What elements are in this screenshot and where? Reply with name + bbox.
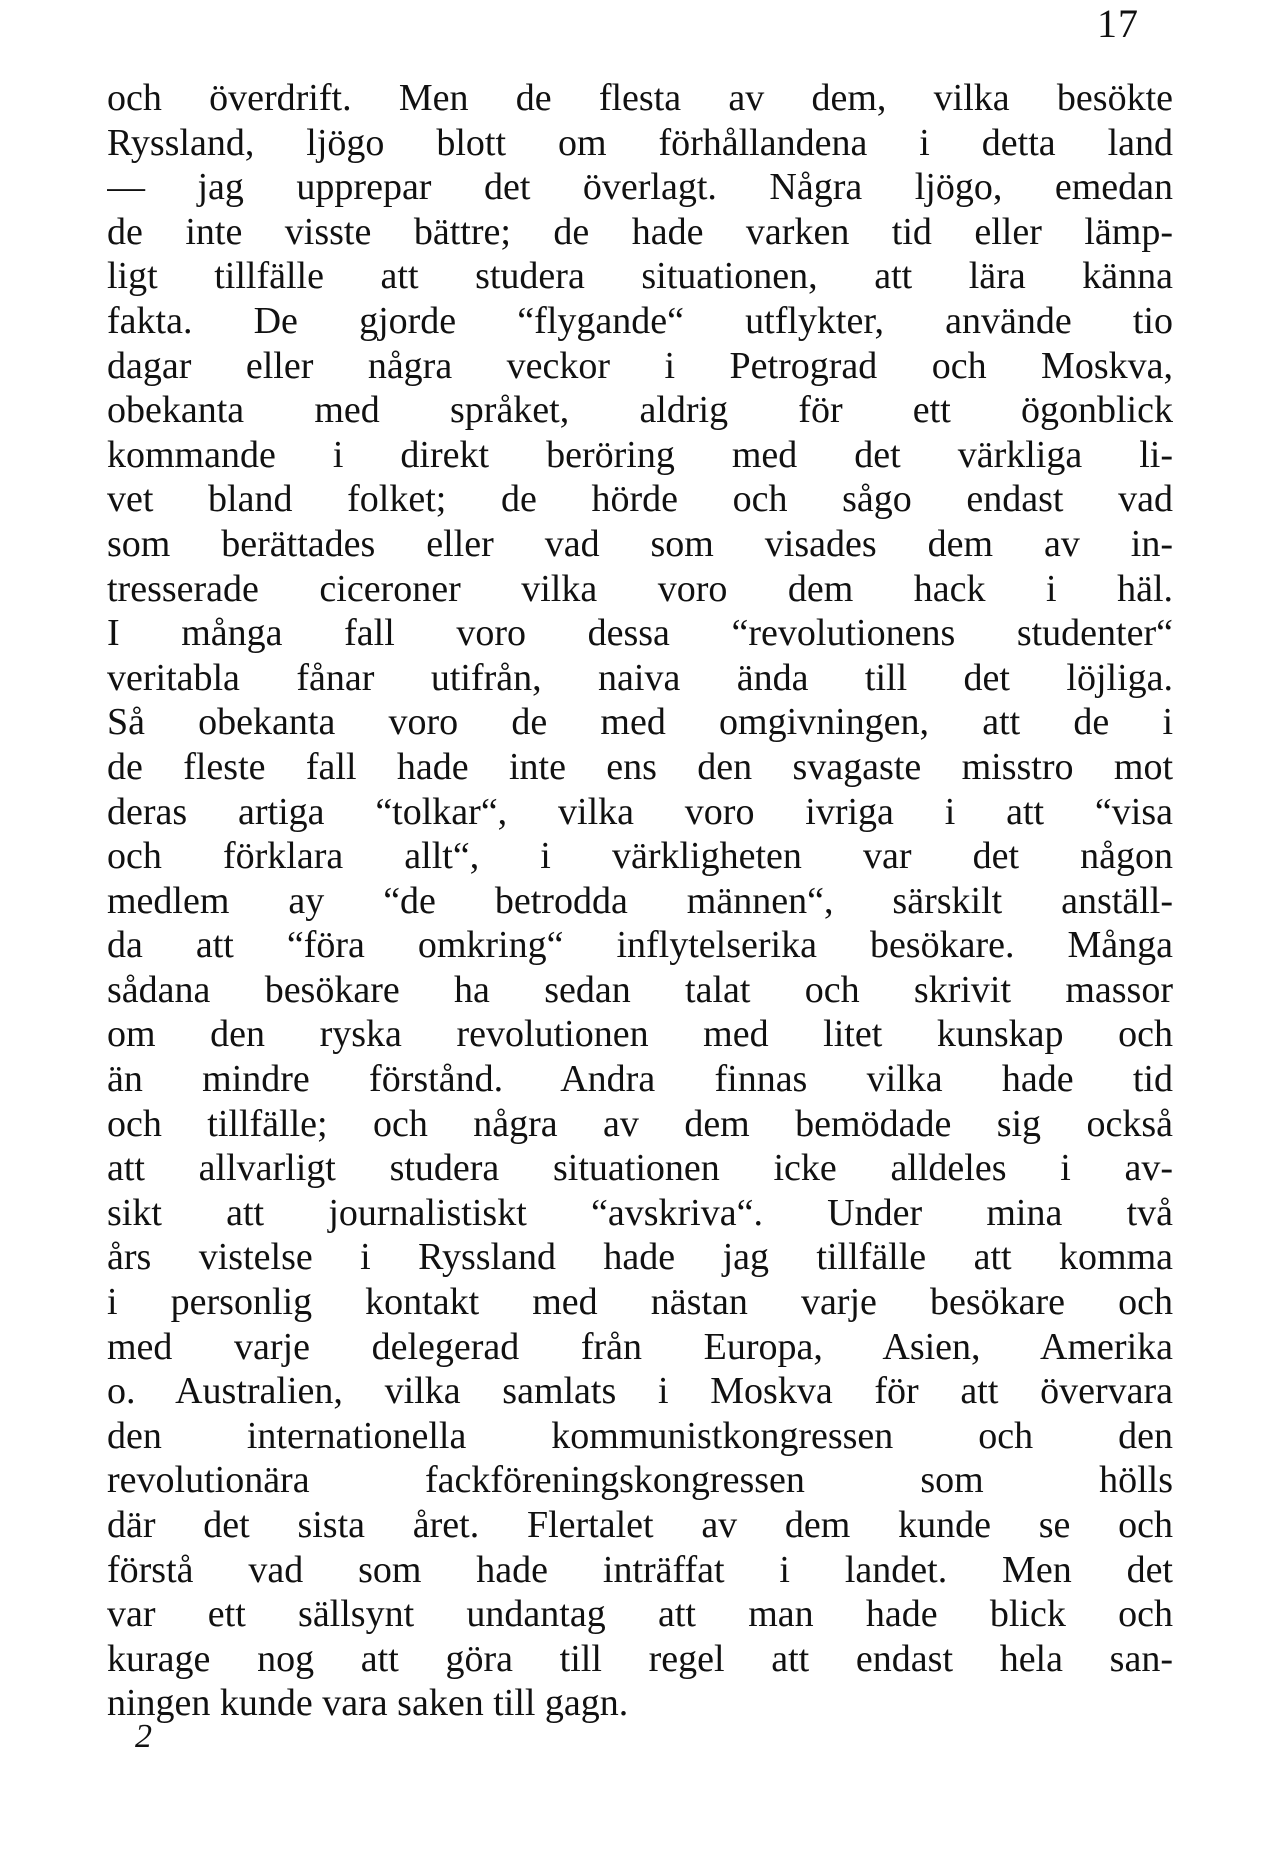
text-line: förstå vad som hade inträffat i landet. Men det <box>107 1548 1173 1591</box>
text-line: och överdrift. Men de flesta av dem, vilka besökte <box>107 77 1173 119</box>
text-line: revolutionära fackföreningskongressen som hölls <box>107 1459 1173 1502</box>
text-line: o. Australien, vilka samlats i Moskva för att övervara <box>107 1370 1173 1413</box>
text-line: sådana besökare ha sedan talat och skrivit massor <box>107 968 1173 1011</box>
text-line: dagar eller några veckor i Petrograd och Moskva, <box>107 344 1173 387</box>
text-line: Ryssland, ljögo blott om förhållandena i detta land <box>107 121 1173 164</box>
text-line: års vistelse i Ryssland hade jag tillfälle att komma <box>107 1236 1173 1279</box>
text-line: den internationella kommunistkongressen och den <box>107 1414 1173 1457</box>
text-line: ligt tillfälle att studera situationen, att lära känna <box>107 255 1173 298</box>
text-line: veritabla fånar utifrån, naiva ända till det löjliga. <box>107 656 1173 699</box>
text-line: där det sista året. Flertalet av dem kunde se och <box>107 1504 1173 1546</box>
text-line: med varje delegerad från Europa, Asien, Amerika <box>107 1325 1173 1368</box>
body-text <box>107 76 1173 1726</box>
text-line: fakta. De gjorde “flygande“ utflykter, använde tio <box>107 299 1173 342</box>
text-line: Så obekanta voro de med omgivningen, att de i <box>107 701 1173 744</box>
text-line: de fleste fall hade inte ens den svagaste misstro mot <box>107 745 1173 788</box>
signature-mark: 2 <box>135 1718 152 1755</box>
page-number: 17 <box>1097 1 1139 46</box>
text-line: medlem ay “de betrodda männen“, särskilt anställ- <box>107 879 1173 922</box>
text-line: och tillfälle; och några av dem bemödade sig också <box>107 1102 1173 1145</box>
text-line: deras artiga “tolkar“, vilka voro ivriga i att “visa <box>107 790 1173 833</box>
text-line: och förklara allt“, i värkligheten var det någon <box>107 835 1173 878</box>
text-line: obekanta med språket, aldrig för ett ögonblick <box>107 389 1173 432</box>
text-line: att allvarligt studera situationen icke alldeles i av- <box>107 1147 1173 1190</box>
text-line: I många fall voro dessa “revolutionens studenter“ <box>107 612 1173 655</box>
text-line: de inte visste bättre; de hade varken tid eller lämp- <box>107 210 1173 253</box>
text-line: ningen kunde vara saken till gagn. <box>107 1682 629 1725</box>
text-line: kommande i direkt beröring med det värkliga li- <box>107 433 1173 476</box>
text-line: än mindre förstånd. Andra finnas vilka hade tid <box>107 1058 1173 1101</box>
text-line: var ett sällsynt undantag att man hade blick och <box>107 1593 1173 1636</box>
text-line: kurage nog att göra till regel att endast hela san- <box>107 1637 1173 1680</box>
text-line: — jag upprepar det överlagt. Några ljögo, emedan <box>107 166 1173 209</box>
text-line: i personlig kontakt med nästan varje besökare och <box>107 1281 1173 1324</box>
text-line: da att “föra omkring“ inflytelserika besökare. Många <box>107 924 1173 967</box>
text-line: vet bland folket; de hörde och sågo endast vad <box>107 478 1173 521</box>
text-line: tresserade ciceroner vilka voro dem hack i häl. <box>107 567 1173 610</box>
text-line: som berättades eller vad som visades dem av in- <box>107 522 1173 565</box>
text-line: sikt att journalistiskt “avskriva“. Under mina två <box>107 1191 1173 1234</box>
text-line: om den ryska revolutionen med litet kunskap och <box>107 1013 1173 1056</box>
